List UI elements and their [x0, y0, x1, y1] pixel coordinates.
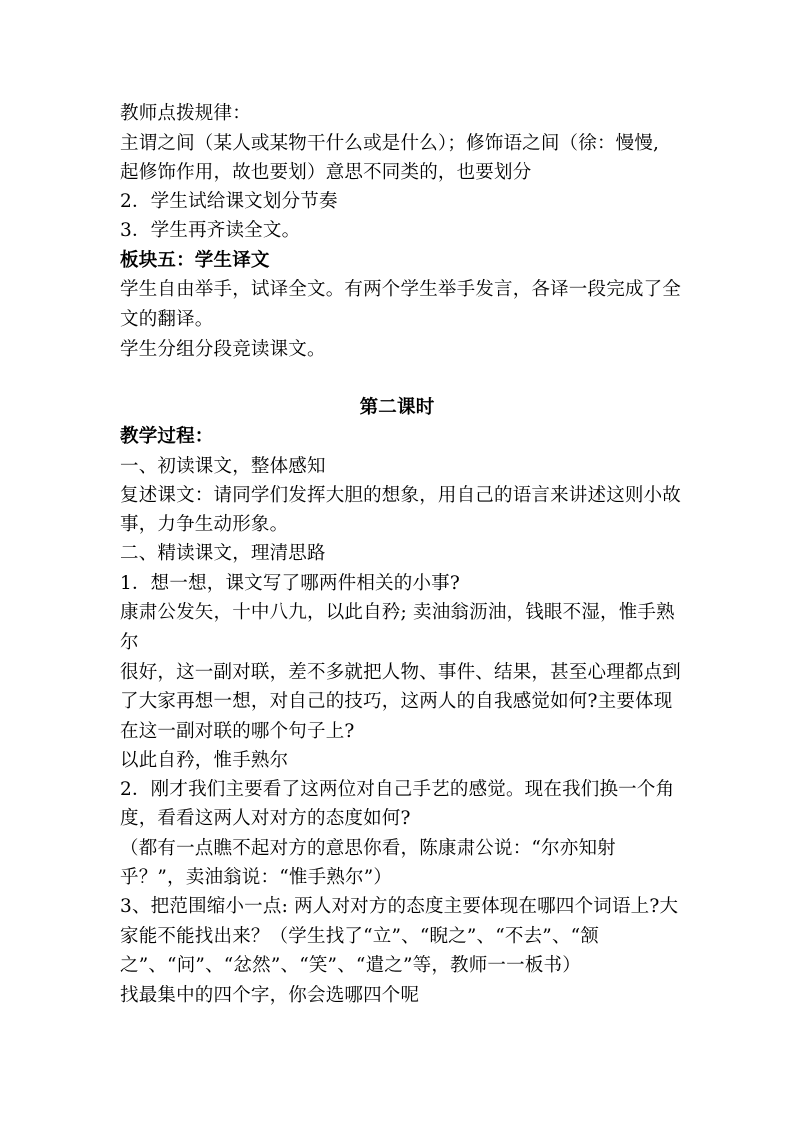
text-line-part-2: 二、精读课文，理清思路 — [120, 543, 326, 564]
text-line-rule-1: 主谓之间（某人或某物干什么或是什么）；修饰语之间（徐：慢慢, — [120, 133, 660, 154]
text-line-rule-2: 起修饰作用，故也要划）意思不同类的，也要划分 — [120, 162, 532, 183]
text-line-q3-3: 之”、“问”、“忿然”、“笑”、“遣之”等，教师一一板书） — [120, 955, 581, 976]
text-line-step-3: 3．学生再齐读全文。 — [120, 220, 301, 241]
text-line-couplet-1: 康肃公发矢，十中八九，以此自矜; 卖油翁沥油，钱眼不湿，惟手熟 — [120, 602, 675, 623]
text-line-part-1: 一、初读课文，整体感知 — [120, 456, 326, 477]
text-line-translate-2: 文的翻译。 — [120, 309, 214, 330]
section-heading-process: 教学过程： — [120, 426, 214, 447]
text-line-answer-1: 以此自矜，惟手熟尔 — [120, 750, 289, 771]
text-line-q2-1: 2．刚才我们主要看了这两位对自己手艺的感觉。现在我们换一个角 — [120, 779, 675, 800]
text-line-group-read: 学生分组分段竞读课文。 — [120, 339, 326, 360]
text-line-teacher-tip: 教师点拨规律： — [120, 103, 251, 124]
text-line-answer-2b: 乎？”，卖油翁说：“惟手熟尔”） — [120, 867, 393, 888]
text-line-q3-2: 家能不能找出来？（学生找了“立”、“睨之”、“不去”、“颔 — [120, 926, 600, 947]
text-line-comment-3: 在这一副对联的哪个句子上? — [120, 721, 355, 742]
text-line-retell-2: 事，力争生动形象。 — [120, 514, 289, 535]
text-line-comment-2: 了大家再想一想，对自己的技巧，这两人的自我感觉如何?主要体现 — [120, 691, 673, 712]
text-line-q1: 1．想一想，课文写了哪两件相关的小事? — [120, 573, 460, 594]
section-heading-block-five: 板块五：学生译文 — [120, 250, 270, 271]
text-line-step-2: 2．学生试给课文划分节奏 — [120, 191, 338, 212]
text-line-q3-1: 3、把范围缩小一点: 两人对对方的态度主要体现在哪四个词语上?大 — [120, 896, 679, 917]
text-line-translate-1: 学生自由举手，试译全文。有两个学生举手发言，各译一段完成了全 — [120, 279, 682, 300]
text-line-q3-4: 找最集中的四个字，你会选哪四个呢 — [120, 985, 420, 1006]
text-line-retell-1: 复述课文：请同学们发挥大胆的想象，用自己的语言来讲述这则小故 — [120, 485, 682, 506]
text-line-couplet-2: 尔 — [120, 632, 139, 653]
text-line-comment-1: 很好，这一副对联，差不多就把人物、事件、结果，甚至心理都点到 — [120, 662, 682, 683]
lesson-title: 第二课时 — [359, 397, 435, 418]
text-line-q2-2: 度，看看这两人对对方的态度如何? — [120, 808, 411, 829]
text-line-answer-2a: （都有一点瞧不起对方的意思你看，陈康肃公说：“尔亦知射 — [120, 838, 616, 859]
